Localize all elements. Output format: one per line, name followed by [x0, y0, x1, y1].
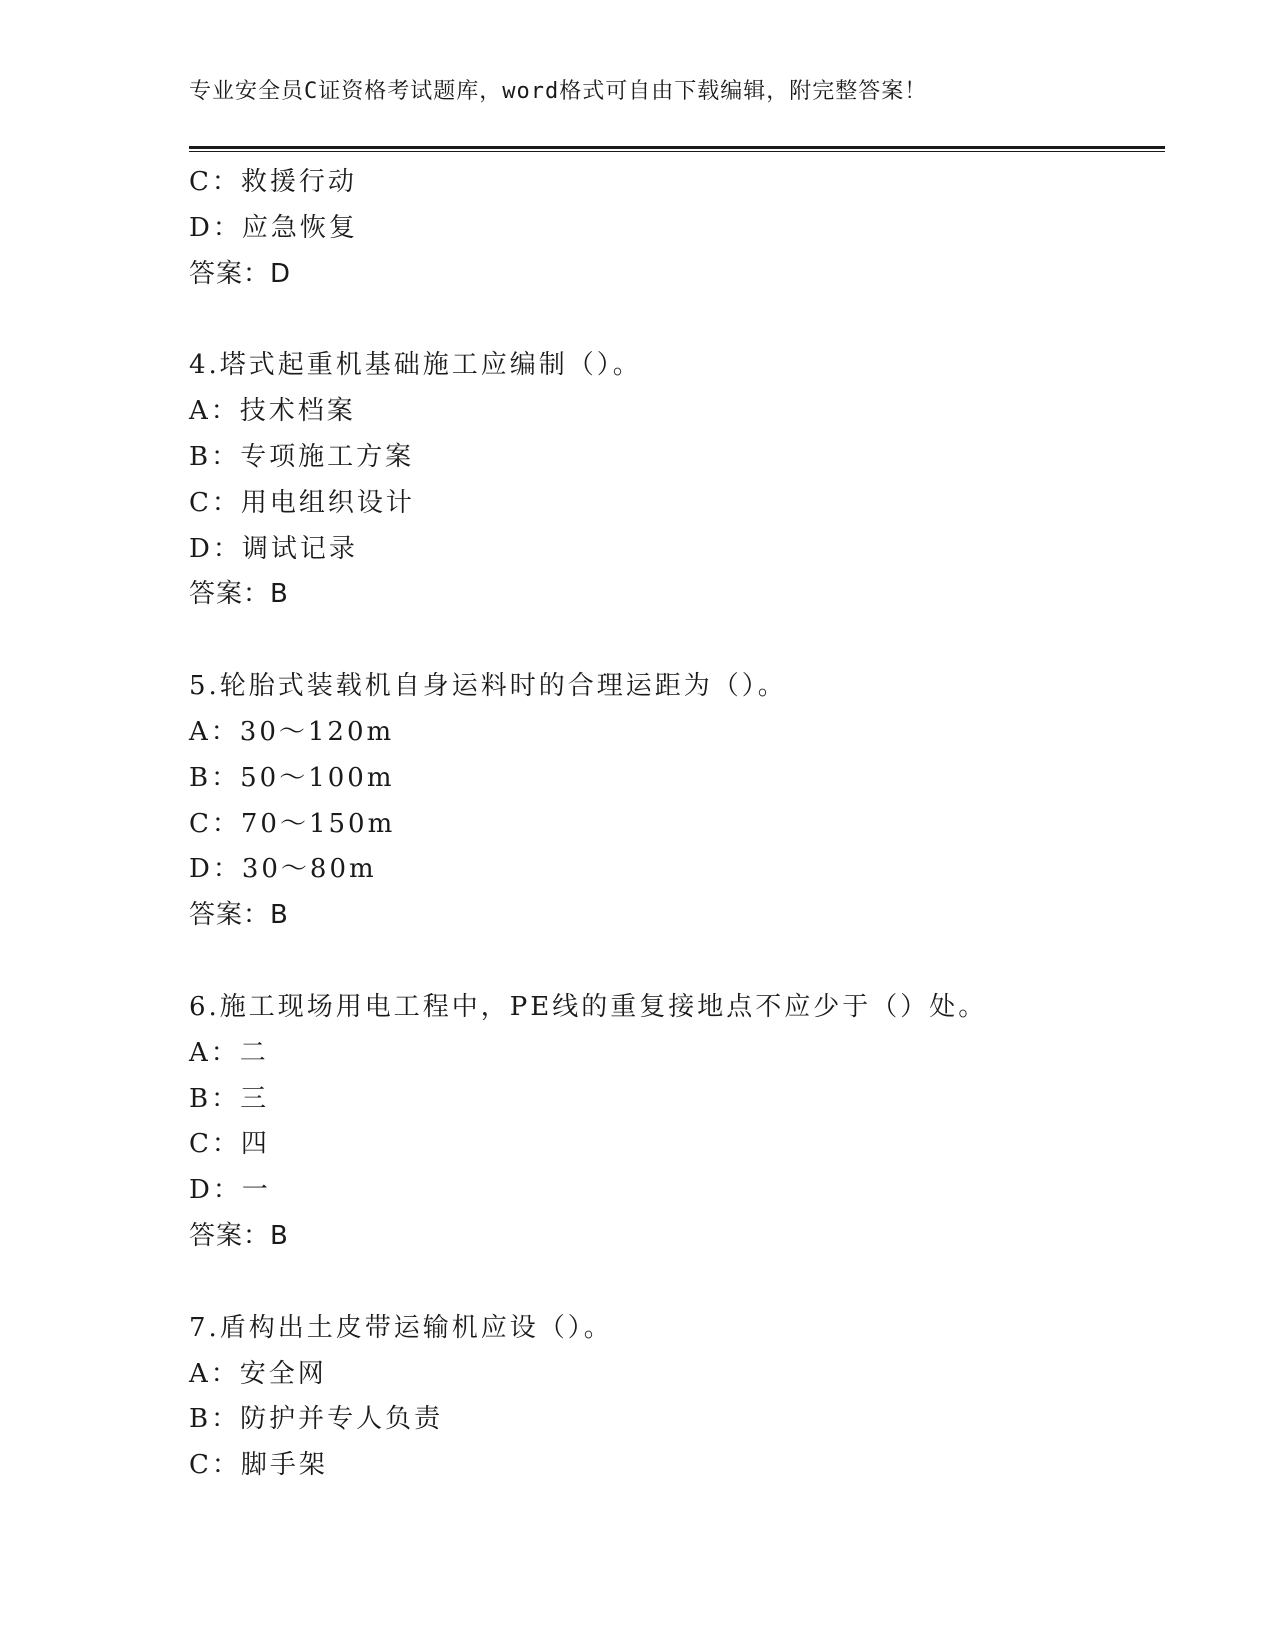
question-stem: 6.施工现场用电工程中，PE线的重复接地点不应少于（）处。 — [189, 991, 988, 1022]
option-a: A：技术档案 — [189, 396, 356, 427]
question-stem: 4.塔式起重机基础施工应编制（）。 — [189, 350, 642, 381]
option-c: C：四 — [189, 1129, 270, 1160]
option-d: D：一 — [189, 1175, 271, 1206]
option-b: B：防护并专人负责 — [189, 1404, 444, 1435]
document-body — [189, 160, 1165, 1489]
question-4 — [189, 343, 1165, 618]
option-c: C：70～150m — [189, 808, 396, 839]
option-c: C：救援行动 — [189, 167, 357, 197]
option-a: A：30～120m — [189, 716, 395, 747]
option-c: C：用电组织设计 — [189, 487, 415, 518]
option-d: D：调试记录 — [189, 533, 358, 564]
option-d: D：应急恢复 — [189, 212, 358, 243]
option-b: B：专项施工方案 — [189, 441, 415, 472]
page-header-text: 专业安全员C证资格考试题库，word格式可自由下载编辑，附完整答案！ — [189, 79, 928, 104]
question-6 — [189, 985, 1165, 1260]
lead-block — [189, 160, 1165, 297]
header-rule-thin — [189, 151, 1165, 152]
answer-line: 答案：D — [189, 258, 292, 289]
question-5 — [189, 664, 1165, 939]
option-a: A：二 — [189, 1037, 269, 1068]
answer-line: 答案：B — [189, 900, 289, 931]
option-a: A：安全网 — [189, 1358, 327, 1389]
option-b: B：50～100m — [189, 762, 395, 793]
question-7 — [189, 1306, 1165, 1489]
answer-line: 答案：B — [189, 579, 289, 610]
question-stem: 7.盾构出土皮带运输机应设（）。 — [189, 1312, 613, 1343]
option-d: D：30～80m — [189, 854, 377, 885]
answer-line: 答案：B — [189, 1220, 289, 1251]
question-stem: 5.轮胎式装载机自身运料时的合理运距为（）。 — [189, 671, 787, 702]
header-rule-thick — [189, 146, 1165, 149]
option-b: B：三 — [189, 1083, 270, 1114]
option-c: C：脚手架 — [189, 1450, 328, 1481]
